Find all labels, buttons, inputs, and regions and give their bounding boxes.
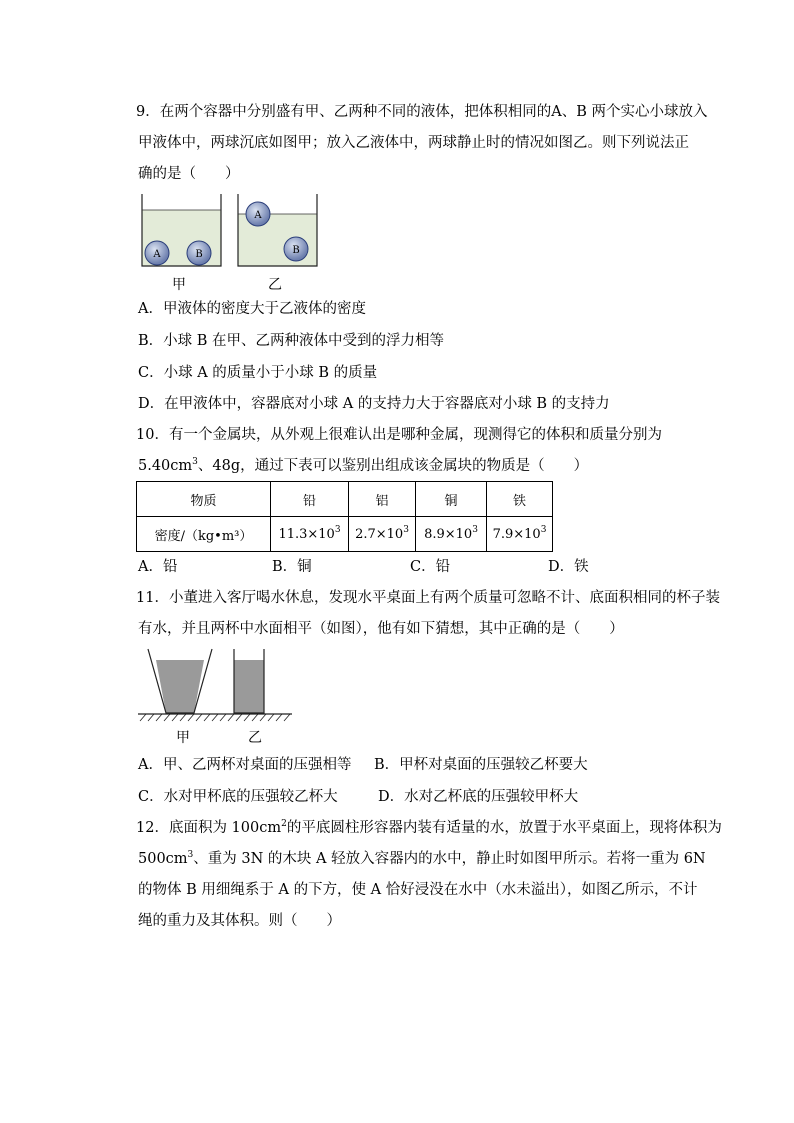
q11-caption-jia: 甲 [176, 730, 190, 746]
table-cell: 密度/（kg•m³） [137, 517, 271, 552]
table-cell: $11.3\times 10^3$ [271, 517, 349, 552]
table-cell: 铜 [416, 482, 487, 517]
density-table [136, 481, 553, 552]
svg-text:A: A [254, 210, 262, 221]
svg-text:B: B [292, 245, 300, 256]
q9-stem-line-3: 确的是（ ） [138, 166, 240, 182]
q10-option-a: A．铅 [138, 559, 178, 575]
table-row [137, 482, 553, 517]
q9-containers-figure [136, 192, 326, 270]
q10-option-b: B．铜 [272, 559, 312, 575]
q9-stem-line-1: 9．在两个容器中分别盛有甲、乙两种不同的液体，把体积相同的A、B 两个实心小球放入 [136, 104, 708, 120]
q10-option-d: D．铁 [548, 559, 589, 575]
q10-stem-line-2: $5.40cm^3$、48g，通过下表可以鉴别出组成该金属块的物质是（ ） [138, 457, 589, 474]
q11-option-a: A．甲、乙两杯对桌面的压强相等 [138, 757, 352, 773]
q10-option-c: C．铅 [410, 559, 451, 575]
table-cell: 物质 [137, 482, 271, 517]
q9-stem-line-2: 甲液体中，两球沉底如图甲；放入乙液体中，两球静止时的情况如图乙。则下列说法正 [138, 135, 689, 151]
q11-option-c: C．水对甲杯底的压强较乙杯大 [138, 789, 338, 805]
q9-option-c: C．小球 A 的质量小于小球 B 的质量 [138, 365, 378, 381]
q11-stem-line-2: 有水，并且两杯中水面相平（如图），他有如下猜想，其中正确的是（ ） [138, 621, 624, 637]
q12-stem-line-1: 12．底面积为 $100cm^2$的平底圆柱形容器内装有适量的水，放置于水平桌面上，现将体积为 [136, 819, 722, 836]
table-cell: $7.9\times 10^3$ [487, 517, 553, 552]
q11-caption-yi: 乙 [248, 730, 262, 746]
q11-cups-figure [136, 647, 296, 723]
q12-stem-line-4: 绳的重力及其体积。则（ ） [138, 913, 341, 929]
table-row [137, 517, 553, 552]
table-cell: $8.9\times 10^3$ [416, 517, 487, 552]
container-jia [142, 194, 221, 266]
table-cell: 铁 [487, 482, 553, 517]
table-cell: 铅 [271, 482, 349, 517]
table-cell: $2.7\times 10^3$ [349, 517, 416, 552]
q10-stem-line-1: 10．有一个金属块，从外观上很难认出是哪种金属，现测得它的体积和质量分别为 [136, 427, 662, 443]
svg-text:A: A [153, 249, 161, 260]
q9-option-d: D．在甲液体中，容器底对小球 A 的支持力大于容器底对小球 B 的支持力 [138, 396, 610, 412]
container-yi [238, 194, 317, 266]
q9-caption-jia: 甲 [172, 277, 186, 293]
q12-stem-line-2: $500cm^3$、重为 3N 的木块 A 轻放入容器内的水中，静止时如图甲所示。若将一重为 6N [138, 850, 706, 867]
table-cell: 铝 [349, 482, 416, 517]
q11-option-b: B．甲杯对桌面的压强较乙杯要大 [374, 757, 588, 773]
q9-option-b: B．小球 B 在甲、乙两种液体中受到的浮力相等 [138, 333, 445, 349]
svg-text:B: B [195, 249, 203, 260]
q12-stem-line-3: 的物体 B 用细绳系于 A 的下方，使 A 恰好浸没在水中（水未溢出），如图乙所示，不计 [138, 882, 698, 898]
q9-caption-yi: 乙 [268, 277, 282, 293]
q11-stem-line-1: 11．小董进入客厅喝水休息，发现水平桌面上有两个质量可忽略不计、底面积相同的杯子装 [136, 590, 720, 606]
q9-option-a: A．甲液体的密度大于乙液体的密度 [138, 301, 366, 317]
q11-option-d: D．水对乙杯底的压强较甲杯大 [378, 789, 579, 805]
cup-yi-water [234, 660, 264, 713]
